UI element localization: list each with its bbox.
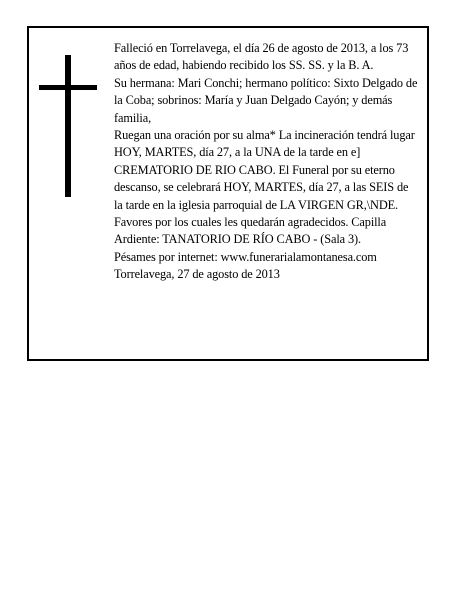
service-details: Ruegan una oración por su alma* La incineración tendrá lugar HOY, MARTES, día 27, a la UNA de la tarde en e] CREMATORIO DE RIO CABO. El Funeral por su eterno descanso, se celebrará HOY, MARTES, día 27, a las SEIS de la tarde en la iglesia parroquial de LA VIRGEN GR,\NDE. Favores por los cuales les quedarán agradecidos. Capilla Ardiente: TANATORIO DE RÍO CABO - (Sala 3). (114, 128, 415, 247)
cross-icon (39, 55, 97, 197)
cross-vertical-bar (65, 55, 71, 197)
condolences-website: Pésames por internet: www.funerarialamontanesa.com (114, 249, 377, 264)
death-announcement: Falleció en Torrelavega, el día 26 de agosto de 2013, a los 73 años de edad, habiendo recibido los SS. SS. y la B. A. (114, 41, 409, 73)
obituary-notice (27, 26, 429, 361)
obituary-text (114, 40, 418, 284)
date-place: Torrelavega, 27 de agosto de 2013 (114, 267, 280, 282)
family-members: Su hermana: Mari Conchi; hermano político: Sixto Delgado de la Coba; sobrinos: María y Juan Delgado Cayón; y demás familia, (114, 75, 418, 125)
cross-horizontal-bar (39, 85, 97, 90)
